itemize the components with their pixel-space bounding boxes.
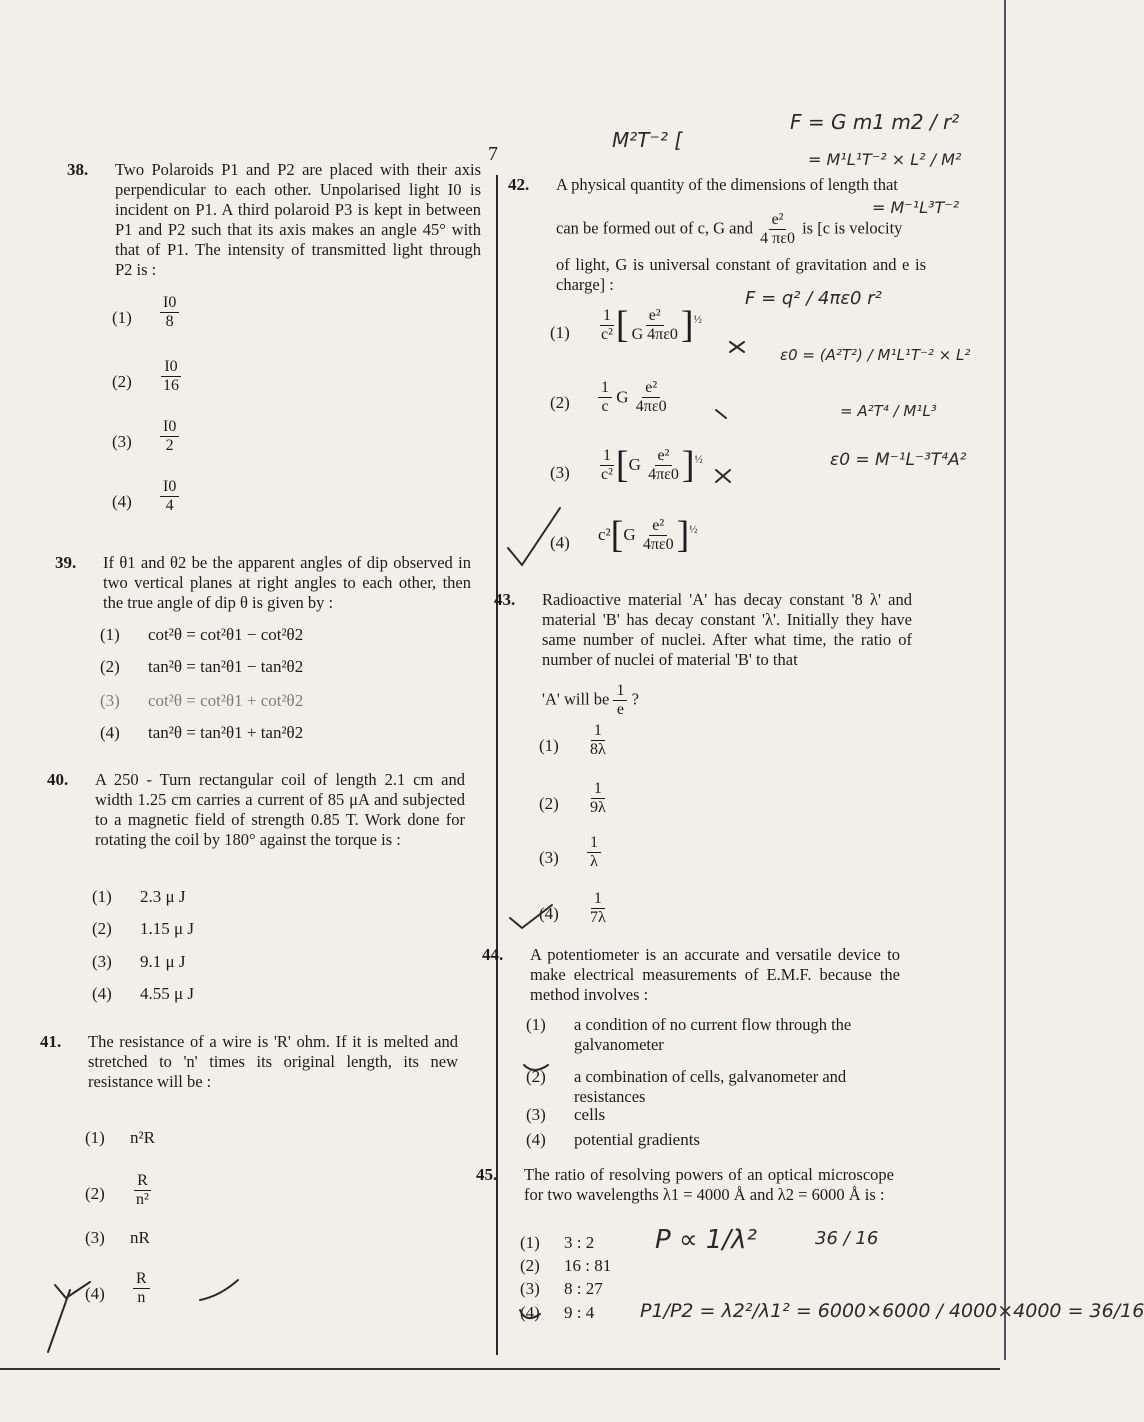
option-expression: $\frac{1}{\text{c²}}$ [ $\frac{\text{e²}}{G 4\pi\varepsilon 0}$ ]$^{\frac{1}{2}}$: [601, 304, 702, 346]
handwritten-note: F = G m1 m2 / r²: [790, 110, 960, 134]
option-value: cells: [574, 1105, 606, 1124]
cross-mark: [716, 410, 726, 418]
option-label: (4): [112, 492, 132, 511]
pen-stroke: [48, 1290, 70, 1352]
option-label: (2): [100, 657, 120, 676]
option-expression: $\frac{1}{c}$ G $\frac{\text{e²}}{4\pi\varepsilon 0}$: [598, 379, 670, 416]
option-value: tan²θ = tan²θ1 − tan²θ2: [148, 657, 304, 676]
option-expression: c²[G $\frac{\text{e²}}{4\pi\varepsilon 0}$ ]$^{\frac{1}{2}}$: [598, 514, 698, 556]
option-value: a condition of no current flow through the galvanometer: [574, 1015, 852, 1054]
cross-mark: [716, 470, 730, 482]
question-number: 38.: [67, 160, 89, 179]
option-value: 3 : 2: [564, 1233, 595, 1252]
option-value: 16 : 81: [564, 1256, 612, 1275]
option-value: 8 : 27: [564, 1279, 603, 1298]
handwritten-note: P ∝ 1/λ²: [655, 1225, 757, 1255]
option-label: (2): [520, 1256, 540, 1275]
option-value: 1.15 μ J: [140, 919, 194, 938]
option-label: (1): [92, 887, 112, 906]
question-text: If θ1 and θ2 be the apparent angles of dip observed in two vertical planes at right angles to each other, then the true angle of dip θ is given by :: [103, 553, 471, 612]
option-label: (4): [520, 1303, 540, 1322]
option-label: (2): [526, 1067, 546, 1086]
option-label: (3): [520, 1279, 540, 1298]
question-number: 39.: [55, 553, 77, 572]
question-number: 42.: [508, 175, 530, 194]
option-label: (3): [526, 1105, 546, 1124]
option-value: cot²θ = cot²θ1 + cot²θ2: [148, 691, 304, 710]
handwritten-note: P1/P2 = λ2²/λ1² = 6000×6000 / 4000×4000 = 36/16: [640, 1300, 1144, 1322]
option-fraction: $\frac{I0}{4}$: [160, 478, 179, 515]
question-text-line-1: A physical quantity of the dimensions of length that: [556, 175, 898, 194]
option-fraction: $\frac{I0}{8}$: [160, 294, 179, 331]
option-value: tan²θ = tan²θ1 + tan²θ2: [148, 723, 304, 742]
question-text: A 250 - Turn rectangular coil of length 2.1 cm and width 1.25 cm carries a current of 85 μA and subjected to a magnetic field of strength 0.85 T. Work done for rotating the coil by 180° against the torque is :: [95, 770, 465, 849]
inline-fraction: $\frac{\text{e²}}{4 \pi\varepsilon 0}$: [760, 211, 795, 247]
question-text-tail: 'A' will be $\frac{1}{e}$ ?: [542, 682, 639, 718]
option-label: (1): [85, 1128, 105, 1147]
question-number: 45.: [476, 1165, 498, 1184]
option-fraction: $\frac{I0}{16}$: [163, 358, 179, 394]
question-number: 41.: [40, 1032, 62, 1051]
option-label: (4): [539, 904, 559, 923]
option-value: 2.3 μ J: [140, 887, 186, 906]
tick-mark: [524, 1065, 548, 1070]
option-value: 9.1 μ J: [140, 952, 186, 971]
option-label: (2): [550, 393, 570, 412]
question-text-line-3: of light, G is universal constant of gravitation and e is charge] :: [556, 255, 926, 294]
tick-mark: [508, 508, 560, 565]
handwritten-note: M²T⁻² [: [612, 128, 683, 152]
option-label: (2): [85, 1184, 105, 1203]
option-label: (1): [520, 1233, 540, 1252]
option-value: potential gradients: [574, 1130, 701, 1149]
option-fraction: $\frac{R}{n}$: [133, 1270, 150, 1307]
handwritten-note: ε0 = M⁻¹L⁻³T⁴A²: [830, 450, 967, 470]
option-label: (4): [100, 723, 120, 742]
question-number: 44.: [482, 945, 504, 964]
question-text: The resistance of a wire is 'R' ohm. If it is melted and stretched to 'n' times its original length, its new resistance will be :: [88, 1032, 458, 1091]
option-label: (3): [112, 432, 132, 451]
option-value: nR: [130, 1228, 150, 1247]
question-text: A potentiometer is an accurate and versatile device to make electrical measurements of E.M.F. because the method involves :: [530, 945, 900, 1004]
tick-mark: [520, 1310, 540, 1318]
handwritten-note: = A²T⁴ / M¹L³: [840, 402, 937, 420]
handwritten-note: F = q² / 4πε0 r²: [745, 288, 882, 309]
option-label: (1): [112, 308, 132, 327]
handwritten-note: = M⁻¹L³T⁻²: [872, 198, 960, 217]
page-number: 7: [488, 143, 498, 165]
option-label: (3): [539, 848, 559, 867]
option-value: n²R: [130, 1128, 155, 1147]
question-text: Radioactive material 'A' has decay constant '8 λ' and material 'B' has decay constant 'λ'. Initially they have same number of nuclei. After what time, the ratio of number of nuclei of material 'B' to that: [542, 590, 912, 669]
option-label: (2): [92, 919, 112, 938]
option-label: (2): [112, 372, 132, 391]
tick-mark: [55, 1282, 90, 1298]
option-fraction: $\frac{R}{\text{n²}}$: [136, 1172, 149, 1208]
tick-mark: [510, 905, 552, 928]
option-value: a combination of cells, galvanometer and resistances: [574, 1067, 847, 1106]
option-label: (4): [526, 1130, 546, 1149]
option-label: (3): [550, 463, 570, 482]
question-text-line-2: can be formed out of c, G and $\frac{\text{e²}}{4 \pi\varepsilon 0}$ is [c is velocity: [556, 211, 903, 247]
handwritten-note: = M¹L¹T⁻² × L² / M²: [808, 150, 962, 169]
option-fraction: $\frac{I0}{2}$: [160, 418, 179, 455]
option-label: (4): [550, 533, 570, 552]
option-value: cot²θ = cot²θ1 − cot²θ2: [148, 625, 304, 644]
question-text: The ratio of resolving powers of an optical microscope for two wavelengths λ1 = 4000 Å and λ2 = 6000 Å is :: [524, 1165, 894, 1204]
option-expression: $\frac{1}{\text{c²}}$ [G $\frac{\text{e²}}{4\pi\varepsilon 0}$ ]$^{\frac{1}{2}}$: [601, 444, 703, 486]
question-number: 43.: [494, 590, 516, 609]
option-label: (1): [100, 625, 120, 644]
cross-mark: [730, 342, 744, 352]
question-43: 43. Radioactive material 'A' has decay constant '8 λ' and material 'B' has decay constant 'λ'. Initially they have same number of nuclei. After what time, the ratio of number of nuclei of material 'B' to that 'A' will be $\frac{1}{e}$ ? (1) $\frac{1}{8\lambda}$ (2) $\frac{1}{9\lambda}$ (3) $\frac{1}{\lambda}$ (4) $\frac{1}{7\lambda}$: [494, 590, 912, 926]
option-label: (1): [539, 736, 559, 755]
question-text: Two Polaroids P1 and P2 are placed with their axis perpendicular to each other. Unpolarised light I0 is incident on P1. A third polaroid P3 is kept in between P1 and P2 such that its axis makes an angle 45° with that of P1. The intensity of transmitted light through P2 is :: [115, 160, 481, 279]
option-label: (1): [526, 1015, 546, 1034]
option-label: (3): [85, 1228, 105, 1247]
option-label: (3): [100, 691, 120, 710]
option-label: (2): [539, 794, 559, 813]
question-number: 40.: [47, 770, 69, 789]
option-label: (4): [92, 984, 112, 1003]
option-value: 9 : 4: [564, 1303, 595, 1322]
option-label: (1): [550, 323, 570, 342]
option-value: 4.55 μ J: [140, 984, 194, 1003]
handwritten-note: 36 / 16: [815, 1228, 879, 1249]
option-label: (4): [85, 1284, 105, 1303]
handwritten-note: ε0 = (A²T²) / M¹L¹T⁻² × L²: [780, 346, 971, 364]
option-label: (3): [92, 952, 112, 971]
tick-mark: [200, 1280, 238, 1300]
